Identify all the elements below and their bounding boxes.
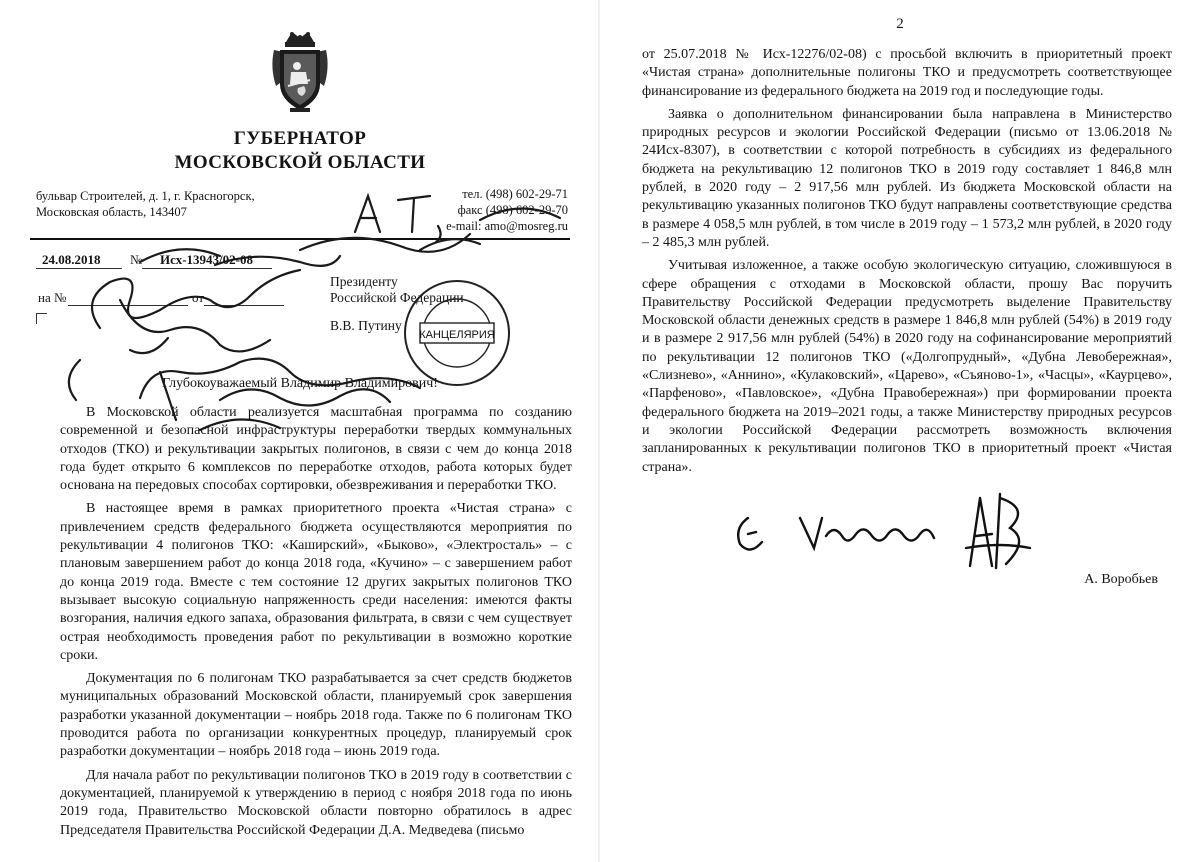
paragraph: Заявка о дополнительном финансировании была направлена в Министерство природных ресурсов и экологии Российской Федерации (письмо от 13.06.2018 № 24Исх-8307), в соответствии с которой потребность в субсидиях из федерального бюджета на рекультивацию 12 полигонов ТКО в 2019 году составляет 1 846,8 млн рублей, в 2020 году – 2 917,56 млн рублей. Из бюджета Московской области на рекультивацию указанных полигонов ТКО будут направлены соответствующие средства в размере 4 058,5 млн рублей, в том числе в 2019 году – 1 573,2 млн рублей, в 2020 году – 2 485,3 млн рублей. xyxy=(642,106,1172,250)
from-label: от xyxy=(192,290,205,305)
handwritten-signatures xyxy=(730,488,1070,578)
outgoing-number: Исх-13943/02-08 xyxy=(160,252,253,267)
number-label: № xyxy=(130,252,143,267)
addressee-line: Президенту xyxy=(330,274,398,289)
outgoing-date: 24.08.2018 xyxy=(42,252,101,267)
email: e-mail: amo@mosreg.ru xyxy=(446,219,568,233)
address-line: бульвар Строителей, д. 1, г. Красногорск, xyxy=(36,189,255,203)
signer-name: А. Воробьев xyxy=(1084,572,1158,587)
coat-of-arms-icon xyxy=(266,28,334,116)
number-underline xyxy=(142,268,272,269)
region-title: МОСКОВСКОЙ ОБЛАСТИ xyxy=(174,152,426,173)
reference-underline xyxy=(68,305,188,306)
paragraph: Для начала работ по рекультивации полигонов ТКО в 2019 году в соответствии с документацией, планируемой к утверждению в период с ноября 2018 года по июнь 2019 года, Правительство Московской области повторно обратилось в адрес Председателя Правительства Российской Федерации Д.А. Медведева (письмо xyxy=(60,767,572,838)
address-line: Московская область, 143407 xyxy=(36,205,187,219)
letter-body-page-2 xyxy=(642,46,1172,482)
paragraph-continuation: от 25.07.2018 № Исх-12276/02-08) с просьбой включить в приоритетный проект «Чистая страна» дополнительные полигоны ТКО и предусмотреть соответствующее финансирование из федерального бюджета на 2019 год и последующие годы. xyxy=(642,47,1172,99)
corner-mark xyxy=(36,313,47,324)
addressee-name: В.В. Путину xyxy=(330,318,402,333)
reference-label: на № xyxy=(38,290,67,305)
reference-date-underline xyxy=(204,305,284,306)
addressee-line: Российской Федерации xyxy=(330,290,464,305)
governor-title: ГУБЕРНАТОР xyxy=(233,128,367,149)
stamp-text: КАНЦЕЛЯРИЯ xyxy=(419,329,495,341)
paragraph: Документация по 6 полигонам ТКО разрабатывается за счет средств бюджетов муниципальных образований Московской области, планируемый срок завершения разработки указанной документации – ноябрь 2018 года. Также по 6 полигонам ТКО проводится работа по организации конкурентных процедур, планируемый срок разработки документации – ноябрь 2018 года – июнь 2019 года. xyxy=(60,671,572,760)
phone: тел. (498) 602-29-71 xyxy=(462,187,568,201)
salutation: Глубокоуважаемый Владимир Владимирович! xyxy=(162,376,438,391)
paragraph: В Московской области реализуется масштабная программа по созданию современной и безопасной инфраструктуры переработки твердых коммунальных отходов (ТКО) и рекультивации закрытых полигонов, в связи с чем до конца 2018 года будет открыто 6 комплексов по переработке отходов, работа которых будет основана на передовых способах сортировки, обезвреживания и переработки ТКО. xyxy=(60,405,572,494)
page-2 xyxy=(600,0,1200,862)
date-underline xyxy=(36,268,122,269)
contacts xyxy=(446,186,568,234)
paragraph: В настоящее время в рамках приоритетного проекта «Чистая страна» с привлечением средств федерального бюджета осуществляются мероприятия по рекультивации 4 полигонов ТКО: «Каширский», «Быково», «Электросталь» – с плановым завершением работ до конца 2018 года, «Кучино» – с завершением работ до конца 2019 года. Вместе с тем состояние 12 других закрытых полигонов ТКО вызывает высокую социальную напряженность среди населения: имеются факты возгорания, наличия едкого запаха, образования фильтрата, в связи с чем существует острая необходимость проведения работ по рекультивации в возможно короткие сроки. xyxy=(60,501,572,663)
postal-address xyxy=(36,188,255,220)
letter-body-page-1 xyxy=(60,404,572,845)
paragraph: Учитывая изложенное, а также особую экологическую ситуацию, сложившуюся в сфере обращения с отходами в Московской области, прошу Вас поручить Правительству Российской Федерации предусмотреть выделение Правительству Московской области денежных средств в размере 1 846,8 млн рублей (54%) в 2019 году и в размере 2 917,56 млн рублей (54%) в 2020 году на софинансирование мероприятий по рекультивации 12 полигонов ТКО («Долгопрудный», «Дубна Левобережная», «Слизнево», «Аннино», «Кулаковский», «Царево», «Съяново-1», «Часцы», «Каурцево», «Парфеново», «Павловское», «Дубна Правобережная») при формировании проекта федерального бюджета на 2019–2021 годы, а также Министерству природных ресурсов и экологии Российской Федерации рассмотреть возможность включения запланированных к рекультивации полигонов ТКО в приоритетный проект «Чистая страна». xyxy=(642,258,1172,475)
registry-stamp xyxy=(400,276,514,390)
page-number: 2 xyxy=(896,16,904,32)
header-divider xyxy=(30,238,570,240)
fax: факс (498) 602-29-70 xyxy=(457,203,568,217)
